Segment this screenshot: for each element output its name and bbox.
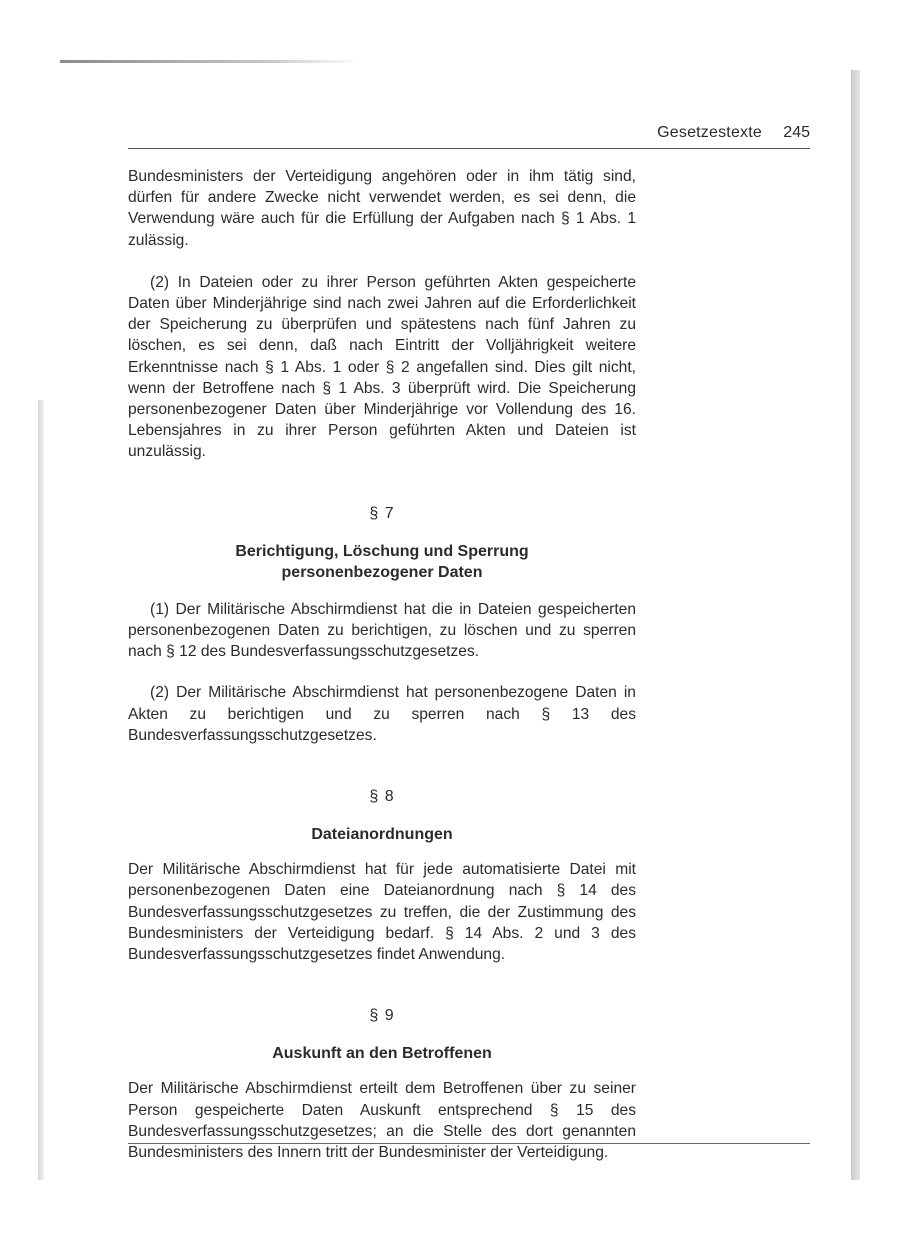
section-paragraph: Der Militärische Abschirmdienst erteilt dem Betroffenen über zu seiner Person gespeicherte Daten Auskunft entsprechend § 15 des Bundesverfassungsschutzgesetzes; an die Stelle des dort genannten Bundesministers des Innern tritt der Bundesminister der Verteidigung. [128, 1080, 636, 1162]
paragraph-2: (2) In Dateien oder zu ihrer Person geführten Akten gespeicherte Daten über Minderjährige sind nach zwei Jahren auf die Erforderlichkeit der Speicherung zu überprüfen und spätestens nach fünf Jahren zu löschen, es sei denn, daß nach Eintritt der Volljährigkeit weitere Erkenntnisse nach § 1 Abs. 1 oder § 2 angefallen sind. Dies gilt nicht, wenn der Betroffene nach § 1 Abs. 3 überprüft wird. Die Speicherung personenbezogener Daten über Minderjährige vor Vollendung des 16. Lebensjahres in zu ihrer Person geführten Akten und Dateien ist unzulässig. [128, 273, 636, 461]
section-title: Berichtigung, Löschung und Sperrung personenbezogener Daten [235, 542, 529, 581]
running-header [128, 124, 810, 149]
section-paragraph: Der Militärische Abschirmdienst hat für jede automatisierte Datei mit personenbezogenen Daten eine Dateianordnung nach § 14 des Bundesverfassungsschutzgesetzes zu treffen, die der Zustimmung des Bundesministers der Verteidigung bedarf. § 14 Abs. 2 und 3 des Bundesverfassungsschutzgesetzes findet Anwendung. [128, 861, 636, 964]
section-9 [128, 1005, 636, 1163]
section-number: § 8 [369, 788, 395, 806]
section-number: § 9 [369, 1007, 395, 1025]
scan-shadow-left [38, 400, 44, 1180]
section-paragraph: (2) Der Militärische Abschirmdienst hat personenbezogene Daten in Akten zu berichtigen und zu sperren nach § 13 des Bundesverfassungsschutzgesetzes. [128, 684, 636, 744]
section-8 [128, 786, 636, 965]
running-title: Gesetzestexte [657, 124, 762, 141]
section-number: § 7 [369, 504, 395, 522]
page-number: 245 [783, 124, 810, 141]
footer-rule [128, 1143, 810, 1144]
section-title: Auskunft an den Betroffenen [272, 1045, 492, 1063]
section-7 [128, 503, 636, 746]
scan-shadow-right [851, 70, 860, 1180]
document-body [128, 166, 636, 1163]
section-paragraph: (1) Der Militärische Abschirmdienst hat die in Dateien gespeicherten personenbezogenen Daten zu berichtigen, zu löschen und zu sperren nach § 12 des Bundesverfassungsschutzgesetzes. [128, 600, 636, 661]
document-page [128, 0, 810, 1259]
carryover-paragraph: Bundesministers der Verteidigung angehören oder in ihm tätig sind, dürfen für andere Zwecke nicht verwendet werden, es sei denn, die Verwendung wäre auch für die Erfüllung der Aufgaben nach § 1 Abs. 1 zulässig. [128, 168, 636, 249]
section-title: Dateianordnungen [311, 826, 453, 844]
